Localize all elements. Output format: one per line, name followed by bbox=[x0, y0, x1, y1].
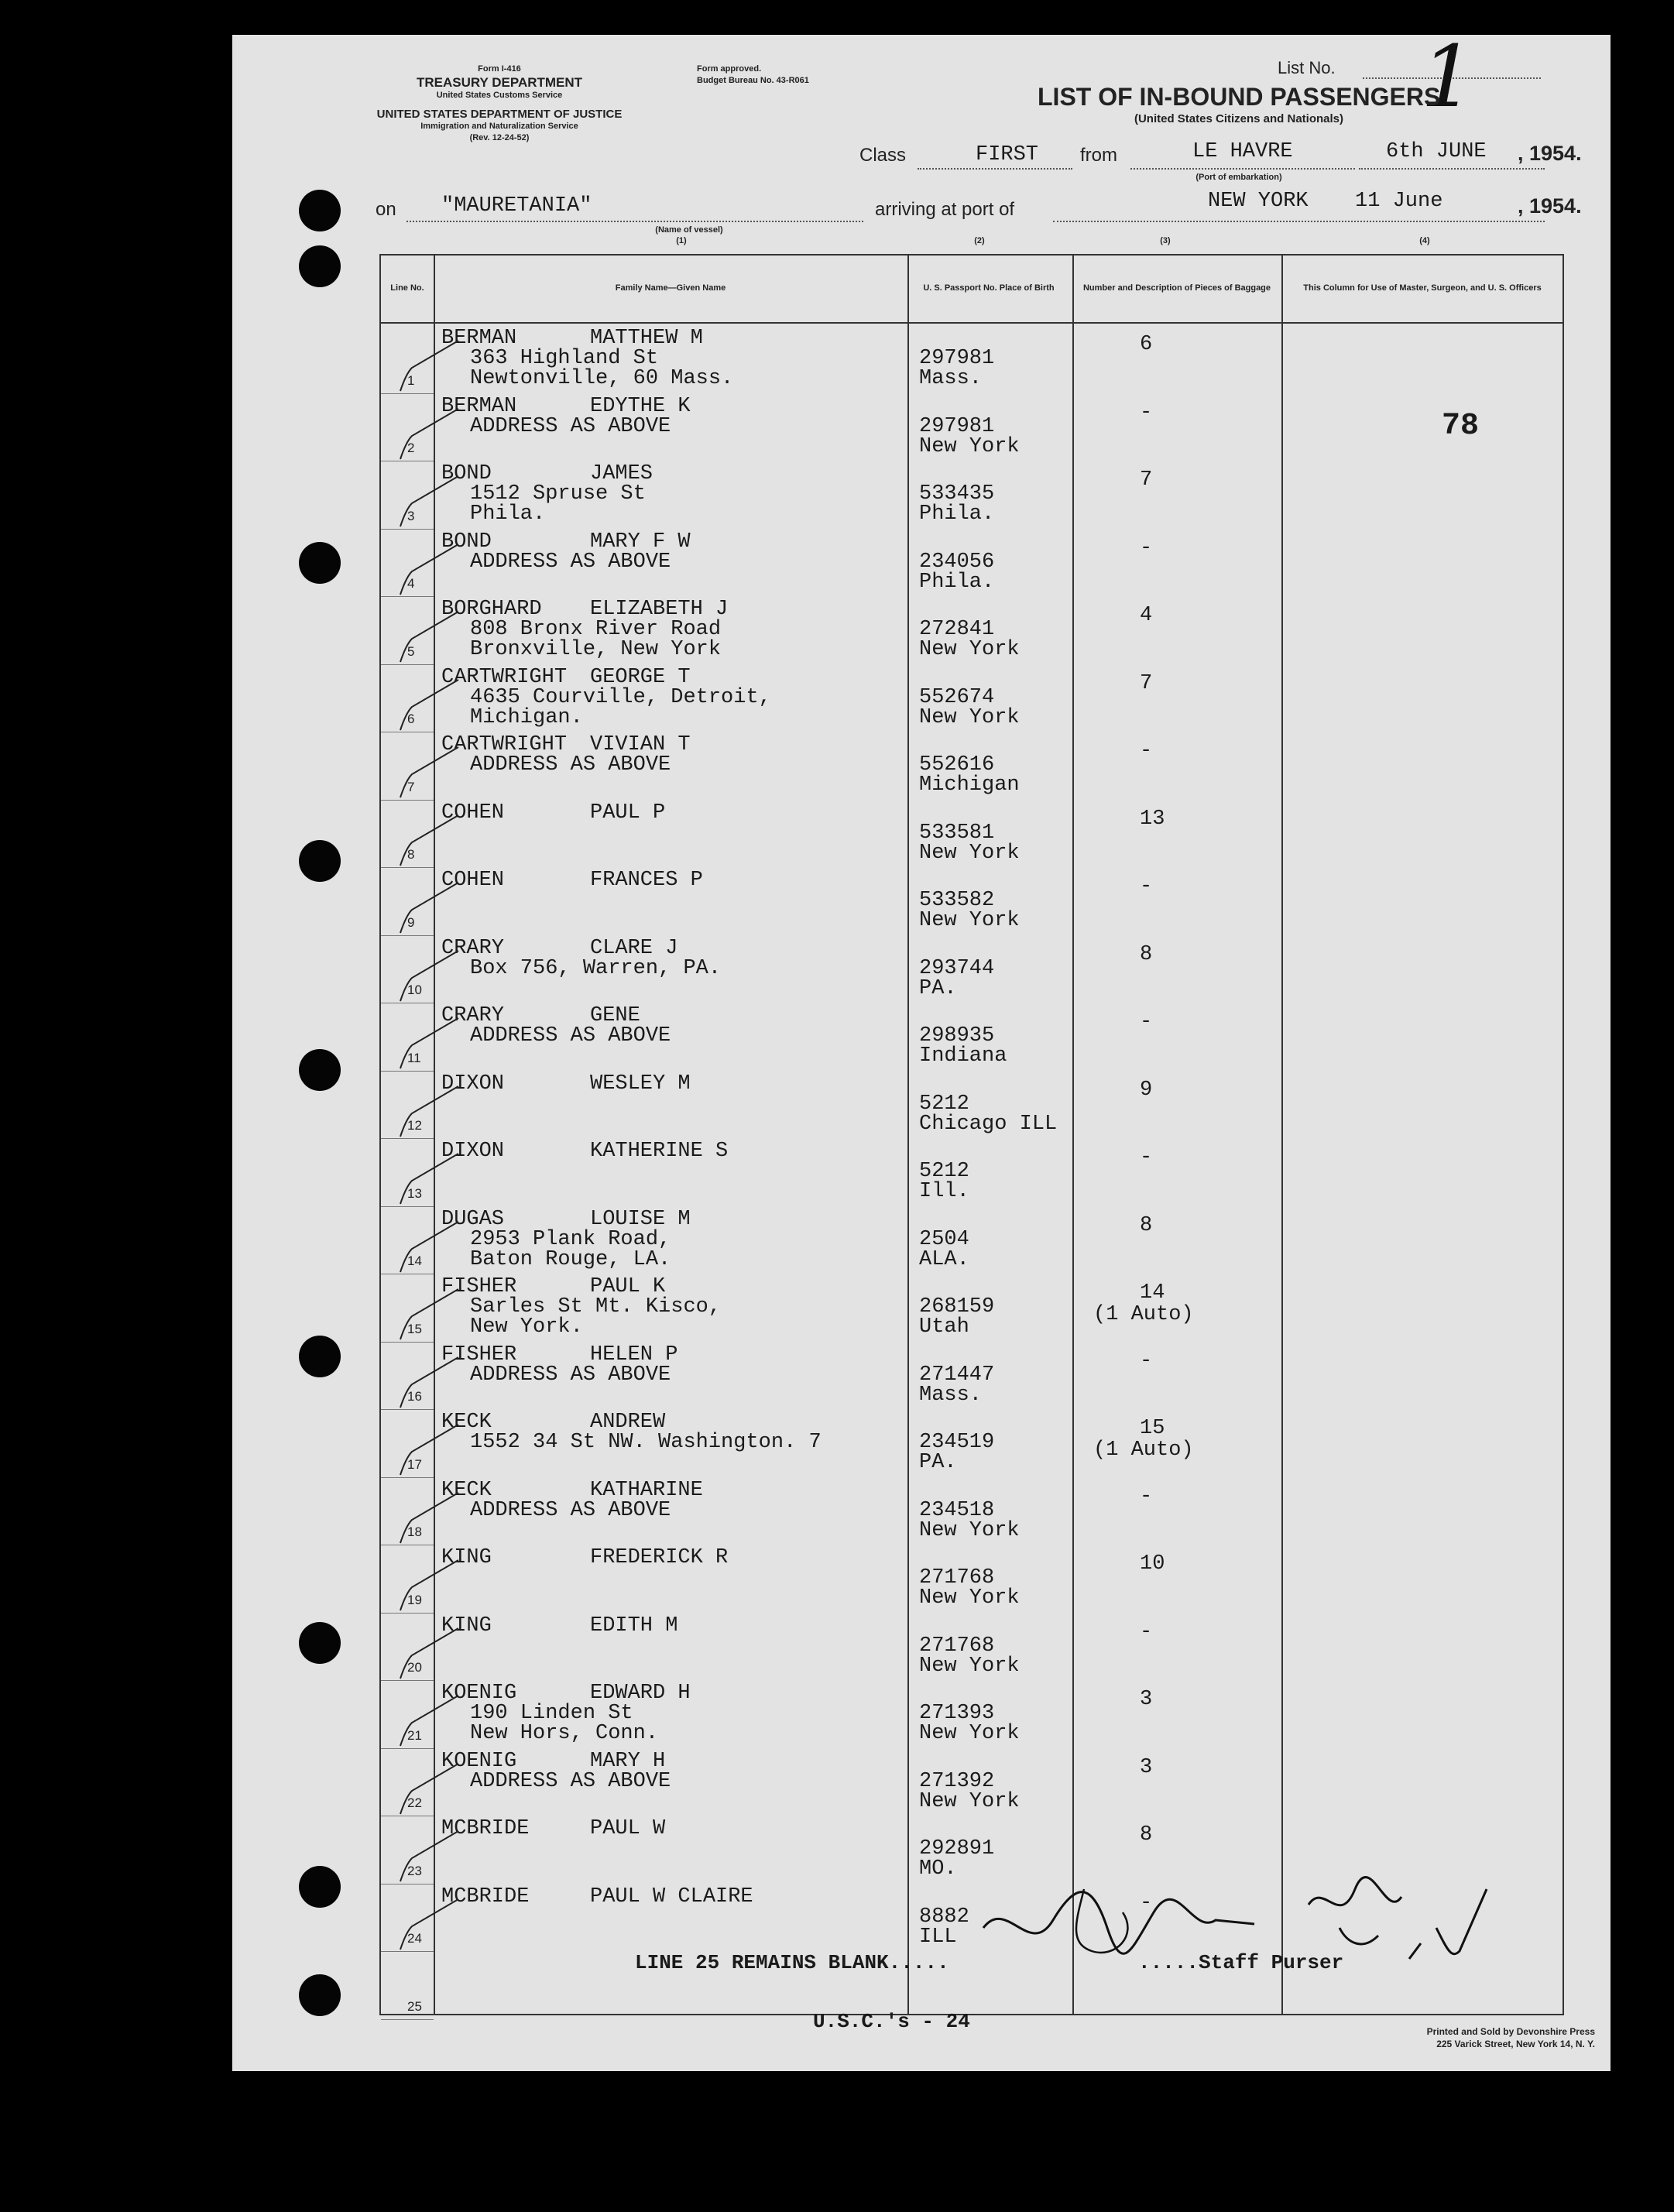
punch-hole bbox=[299, 1866, 341, 1908]
passport-number: 268159 bbox=[919, 1295, 995, 1319]
address-line-1: 2953 Plank Road, bbox=[470, 1227, 671, 1251]
baggage-count: - bbox=[1140, 536, 1153, 560]
justice-label: UNITED STATES DEPARTMENT OF JUSTICE bbox=[376, 108, 623, 121]
col-num-1: (1) bbox=[676, 236, 687, 245]
family-name: DIXON bbox=[441, 1072, 505, 1096]
address-line-1: ADDRESS AS ABOVE bbox=[470, 1498, 671, 1522]
given-name: ELIZABETH J bbox=[590, 598, 729, 621]
address-line-2: Bronxville, New York bbox=[470, 638, 722, 661]
budget-label: Budget Bureau No. 43-R061 bbox=[697, 76, 809, 85]
check-mark-icon bbox=[381, 1895, 466, 1957]
place-of-birth: New York bbox=[919, 1789, 1020, 1813]
line-number: 9 bbox=[407, 914, 415, 930]
baggage-count: 3 bbox=[1140, 1688, 1153, 1711]
punch-hole bbox=[299, 1974, 341, 2016]
given-name: KATHARINE bbox=[590, 1478, 703, 1502]
place-of-birth: Mass. bbox=[919, 1383, 983, 1407]
given-name: MATTHEW M bbox=[590, 327, 703, 350]
line-number: 4 bbox=[407, 576, 415, 591]
family-name: BOND bbox=[441, 462, 492, 485]
given-name: FRANCES P bbox=[590, 869, 703, 892]
vessel-line bbox=[406, 221, 863, 222]
baggage-count: 3 bbox=[1140, 1755, 1153, 1779]
baggage-count: 7 bbox=[1140, 468, 1153, 492]
place-of-birth: ALA. bbox=[919, 1247, 969, 1271]
address-line-1: 4635 Courville, Detroit, bbox=[470, 685, 771, 709]
given-name: GENE bbox=[590, 1004, 640, 1027]
address-line-1: ADDRESS AS ABOVE bbox=[470, 550, 671, 574]
row-divider bbox=[381, 2019, 434, 2020]
given-name: MARY H bbox=[590, 1749, 666, 1773]
passenger-table bbox=[379, 254, 1564, 2015]
check-mark-icon bbox=[381, 608, 466, 670]
line-number: 7 bbox=[407, 779, 415, 794]
col-header-line-no: Line No. bbox=[390, 283, 424, 293]
passport-number: 533435 bbox=[919, 482, 995, 506]
family-name: MCBRIDE bbox=[441, 1884, 530, 1908]
baggage-count: 13 bbox=[1140, 807, 1165, 831]
family-name: CARTWRIGHT bbox=[441, 733, 568, 756]
passport-number: 271393 bbox=[919, 1702, 995, 1725]
punch-hole bbox=[299, 840, 341, 882]
family-name: COHEN bbox=[441, 801, 505, 825]
given-name: CLARE J bbox=[590, 936, 678, 960]
given-name: PAUL W CLAIRE bbox=[590, 1884, 753, 1908]
line-number: 16 bbox=[407, 1389, 422, 1404]
baggage-count: - bbox=[1140, 1891, 1153, 1915]
punch-hole bbox=[299, 245, 341, 287]
family-name: KING bbox=[441, 1614, 492, 1638]
family-name: KECK bbox=[441, 1478, 492, 1502]
port-line bbox=[1053, 221, 1545, 222]
line-number: 3 bbox=[407, 508, 415, 523]
check-mark-icon bbox=[381, 1489, 466, 1551]
baggage-count: - bbox=[1140, 400, 1153, 424]
check-mark-icon bbox=[381, 676, 466, 738]
place-of-birth: Indiana bbox=[919, 1044, 1007, 1068]
line-number: 17 bbox=[407, 1456, 422, 1472]
class-value: FIRST bbox=[976, 143, 1039, 166]
place-of-birth: Phila. bbox=[919, 502, 995, 526]
line-number: 24 bbox=[407, 1931, 422, 1946]
check-mark-icon bbox=[381, 1150, 466, 1212]
check-mark-icon bbox=[381, 1285, 466, 1347]
place-of-birth: Chicago ILL bbox=[919, 1112, 1058, 1136]
baggage-count: 7 bbox=[1140, 671, 1153, 695]
address-line-1: 1552 34 St NW. Washington. 7 bbox=[470, 1431, 822, 1454]
baggage-count: - bbox=[1140, 1010, 1153, 1034]
from-value: LE HAVRE bbox=[1192, 140, 1293, 163]
given-name: EDYTHE K bbox=[590, 394, 691, 418]
place-of-birth: Mass. bbox=[919, 367, 983, 390]
baggage-count: - bbox=[1140, 739, 1153, 763]
check-mark-icon bbox=[381, 405, 466, 467]
punch-hole bbox=[299, 190, 341, 231]
check-mark-icon bbox=[381, 743, 466, 805]
place-of-birth: Phila. bbox=[919, 570, 995, 594]
passport-number: 533582 bbox=[919, 889, 995, 912]
address-line-1: ADDRESS AS ABOVE bbox=[470, 414, 671, 438]
line-number: 1 bbox=[407, 372, 415, 388]
passport-number: 234056 bbox=[919, 550, 995, 574]
passport-number: 293744 bbox=[919, 956, 995, 980]
passport-number: 552674 bbox=[919, 685, 995, 709]
place-of-birth: MO. bbox=[919, 1857, 957, 1881]
baggage-count: - bbox=[1140, 1620, 1153, 1644]
line-number: 23 bbox=[407, 1863, 422, 1878]
printer-line-2: 225 Varick Street, New York 14, N. Y. bbox=[1436, 2039, 1595, 2049]
line-number: 6 bbox=[407, 712, 415, 726]
class-label: Class bbox=[859, 145, 907, 166]
line-number: 11 bbox=[407, 1050, 421, 1065]
place-of-birth: Michigan bbox=[919, 773, 1020, 797]
given-name: JAMES bbox=[590, 462, 653, 485]
punch-hole bbox=[299, 1622, 341, 1664]
address-line-1: 1512 Spruse St bbox=[470, 482, 646, 506]
family-name: FISHER bbox=[441, 1343, 517, 1367]
line-number: 22 bbox=[407, 1795, 422, 1810]
date-line bbox=[1359, 168, 1545, 170]
check-mark-icon bbox=[381, 1353, 466, 1415]
passport-number: 297981 bbox=[919, 414, 995, 438]
passport-number: 292891 bbox=[919, 1837, 995, 1860]
family-name: KOENIG bbox=[441, 1682, 517, 1705]
address-line-1: 363 Highland St bbox=[470, 347, 659, 370]
check-mark-icon bbox=[381, 1014, 466, 1076]
col-divider bbox=[1072, 255, 1074, 2014]
given-name: PAUL K bbox=[590, 1275, 666, 1298]
arriving-label: arriving at port of bbox=[875, 199, 1015, 220]
address-line-2: Newtonville, 60 Mass. bbox=[470, 367, 734, 390]
family-name: BERMAN bbox=[441, 327, 517, 350]
address-line-2: Michigan. bbox=[470, 705, 583, 729]
address-line-1: ADDRESS AS ABOVE bbox=[470, 1024, 671, 1048]
baggage-count: 8 bbox=[1140, 1213, 1153, 1237]
staff-purser: .....Staff Purser bbox=[1138, 1951, 1344, 1974]
col-header-officers: This Column for Use of Master, Surgeon, and U. S. Officers bbox=[1303, 283, 1542, 293]
col-header-name: Family Name—Given Name bbox=[615, 283, 726, 293]
place-of-birth: New York bbox=[919, 1518, 1020, 1542]
passport-number: 298935 bbox=[919, 1024, 995, 1048]
line-number: 14 bbox=[407, 1253, 422, 1268]
col-divider bbox=[907, 255, 909, 2014]
form-number: Form I-416 bbox=[478, 64, 521, 74]
address-line-1: Box 756, Warren, PA. bbox=[470, 956, 722, 980]
from-label: from bbox=[1080, 145, 1117, 166]
uscs-code: U.S.C.'s - 24 bbox=[813, 2010, 970, 2033]
vessel-note: (Name of vessel) bbox=[655, 225, 723, 235]
given-name: EDWARD H bbox=[590, 1682, 691, 1705]
passport-number: 5212 bbox=[919, 1160, 969, 1183]
list-no-label: List No. bbox=[1278, 58, 1336, 77]
place-of-birth: New York bbox=[919, 841, 1020, 865]
given-name: PAUL P bbox=[590, 801, 666, 825]
baggage-count: 15 bbox=[1140, 1417, 1165, 1440]
line-number: 13 bbox=[407, 1185, 422, 1201]
place-of-birth: New York bbox=[919, 638, 1020, 661]
place-of-birth: ILL bbox=[919, 1925, 957, 1949]
line-number: 10 bbox=[407, 983, 422, 997]
check-mark-icon bbox=[381, 947, 466, 1009]
treasury-label: TREASURY DEPARTMENT bbox=[416, 75, 583, 90]
address-line-1: 808 Bronx River Road bbox=[470, 618, 722, 641]
col-header-baggage: Number and Description of Pieces of Baggage bbox=[1082, 283, 1271, 293]
baggage-count: 10 bbox=[1140, 1552, 1165, 1576]
ins-label: Immigration and Naturalization Service bbox=[420, 122, 578, 131]
line-number: 2 bbox=[407, 441, 415, 455]
customs-label: United States Customs Service bbox=[436, 91, 563, 100]
given-name: VIVIAN T bbox=[590, 733, 691, 756]
check-mark-icon bbox=[381, 472, 466, 534]
passport-number: 297981 bbox=[919, 347, 995, 370]
address-line-1: ADDRESS AS ABOVE bbox=[470, 1363, 671, 1387]
family-name: CRARY bbox=[441, 1004, 505, 1027]
check-mark-icon bbox=[381, 1556, 466, 1618]
address-line-1: ADDRESS AS ABOVE bbox=[470, 1769, 671, 1793]
family-name: DUGAS bbox=[441, 1207, 505, 1231]
given-name: FREDERICK R bbox=[590, 1546, 729, 1569]
passport-number: 533581 bbox=[919, 821, 995, 845]
place-of-birth: New York bbox=[919, 434, 1020, 458]
given-name: ANDREW bbox=[590, 1411, 666, 1434]
baggage-count: 9 bbox=[1140, 1078, 1153, 1102]
line-number: 21 bbox=[407, 1727, 422, 1743]
line-25-note: LINE 25 REMAINS BLANK..... bbox=[635, 1951, 949, 1974]
approved-label: Form approved. bbox=[697, 64, 762, 74]
line-number: 12 bbox=[407, 1118, 422, 1133]
check-mark-icon bbox=[381, 1624, 466, 1686]
family-name: CARTWRIGHT bbox=[441, 665, 568, 689]
family-name: MCBRIDE bbox=[441, 1817, 530, 1840]
given-name: GEORGE T bbox=[590, 665, 691, 689]
given-name: MARY F W bbox=[590, 530, 691, 554]
check-mark-icon bbox=[381, 337, 466, 399]
check-mark-icon bbox=[381, 540, 466, 602]
given-name: EDITH M bbox=[590, 1614, 678, 1638]
baggage-count: 4 bbox=[1140, 604, 1153, 627]
printer-line-1: Printed and Sold by Devonshire Press bbox=[1426, 2026, 1595, 2037]
departure-date: 6th JUNE bbox=[1386, 140, 1487, 163]
check-mark-icon bbox=[381, 811, 466, 873]
given-name: LOUISE M bbox=[590, 1207, 691, 1231]
passport-number: 271392 bbox=[919, 1769, 995, 1793]
address-line-1: ADDRESS AS ABOVE bbox=[470, 753, 671, 777]
year-1: , 1954. bbox=[1518, 142, 1582, 165]
col-header-passport: U. S. Passport No. Place of Birth bbox=[923, 283, 1055, 293]
family-name: KOENIG bbox=[441, 1749, 517, 1773]
passport-number: 5212 bbox=[919, 1092, 969, 1116]
passport-number: 234518 bbox=[919, 1498, 995, 1522]
baggage-auto: (1 Auto) bbox=[1093, 1303, 1194, 1326]
class-line bbox=[918, 168, 1072, 170]
check-mark-icon bbox=[381, 1218, 466, 1280]
check-mark-icon bbox=[381, 879, 466, 941]
passport-number: 271447 bbox=[919, 1363, 995, 1387]
line-number: 25 bbox=[407, 1998, 422, 2014]
check-mark-icon bbox=[381, 1421, 466, 1483]
check-mark-icon bbox=[381, 1760, 466, 1822]
place-of-birth: Ill. bbox=[919, 1180, 969, 1203]
baggage-count: - bbox=[1140, 1484, 1153, 1508]
check-mark-icon bbox=[381, 1692, 466, 1754]
baggage-count: - bbox=[1140, 875, 1153, 898]
place-of-birth: New York bbox=[919, 909, 1020, 932]
family-name: DIXON bbox=[441, 1140, 505, 1163]
col-divider bbox=[1281, 255, 1283, 2014]
place-of-birth: PA. bbox=[919, 976, 957, 1000]
embark-note: (Port of embarkation) bbox=[1195, 173, 1282, 182]
address-line-1: Sarles St Mt. Kisco, bbox=[470, 1295, 722, 1319]
col-num-2: (2) bbox=[974, 236, 985, 245]
line-number: 5 bbox=[407, 643, 415, 659]
family-name: KING bbox=[441, 1546, 492, 1569]
passport-number: 8882 bbox=[919, 1905, 969, 1929]
baggage-count: 8 bbox=[1140, 942, 1153, 966]
form-subtitle: (United States Citizens and Nationals) bbox=[1134, 112, 1344, 125]
baggage-count: 14 bbox=[1140, 1281, 1165, 1305]
list-no-value: 1 bbox=[1421, 27, 1475, 126]
passport-number: 271768 bbox=[919, 1566, 995, 1590]
arrival-date: 11 June bbox=[1355, 190, 1443, 213]
family-name: CRARY bbox=[441, 936, 505, 960]
place-of-birth: New York bbox=[919, 705, 1020, 729]
place-of-birth: New York bbox=[919, 1586, 1020, 1610]
form-title: LIST OF IN-BOUND PASSENGERS bbox=[1038, 83, 1441, 111]
address-line-2: Baton Rouge, LA. bbox=[470, 1247, 671, 1271]
passport-number: 234519 bbox=[919, 1431, 995, 1454]
baggage-auto: (1 Auto) bbox=[1093, 1439, 1194, 1462]
passport-number: 552616 bbox=[919, 753, 995, 777]
address-line-1: 190 Linden St bbox=[470, 1702, 633, 1725]
vessel-name: "MAURETANIA" bbox=[441, 194, 592, 218]
address-line-2: Phila. bbox=[470, 502, 546, 526]
address-line-2: New York. bbox=[470, 1315, 583, 1339]
family-name: FISHER bbox=[441, 1275, 517, 1298]
passport-number: 2504 bbox=[919, 1227, 969, 1251]
given-name: HELEN P bbox=[590, 1343, 678, 1367]
passport-number: 272841 bbox=[919, 618, 995, 641]
from-line bbox=[1130, 168, 1355, 170]
given-name: KATHERINE S bbox=[590, 1140, 729, 1163]
given-name: PAUL W bbox=[590, 1817, 666, 1840]
col-num-3: (3) bbox=[1160, 236, 1171, 245]
arrival-port: NEW YORK bbox=[1208, 190, 1309, 213]
place-of-birth: New York bbox=[919, 1654, 1020, 1678]
line-number: 15 bbox=[407, 1321, 422, 1336]
passport-number: 271768 bbox=[919, 1634, 995, 1658]
check-mark-icon bbox=[381, 1082, 466, 1144]
family-name: BOND bbox=[441, 530, 492, 554]
baggage-count: 8 bbox=[1140, 1823, 1153, 1847]
address-line-2: New Hors, Conn. bbox=[470, 1722, 659, 1745]
check-mark-icon bbox=[381, 1827, 466, 1889]
line-number: 20 bbox=[407, 1660, 422, 1675]
punch-hole bbox=[299, 542, 341, 584]
baggage-count: - bbox=[1140, 1349, 1153, 1373]
year-2: , 1954. bbox=[1518, 194, 1582, 218]
line-number: 18 bbox=[407, 1524, 422, 1539]
header-divider bbox=[381, 322, 1563, 324]
place-of-birth: Utah bbox=[919, 1315, 969, 1339]
place-of-birth: PA. bbox=[919, 1451, 957, 1474]
col-num-4: (4) bbox=[1419, 236, 1430, 245]
line-number: 19 bbox=[407, 1592, 422, 1607]
given-name: WESLEY M bbox=[590, 1072, 691, 1096]
rev-label: (Rev. 12-24-52) bbox=[469, 133, 530, 142]
baggage-count: 6 bbox=[1140, 333, 1153, 356]
on-label: on bbox=[376, 199, 396, 220]
baggage-count: - bbox=[1140, 1146, 1153, 1169]
punch-hole bbox=[299, 1049, 341, 1091]
family-name: BORGHARD bbox=[441, 598, 542, 621]
officer-note: 78 bbox=[1442, 408, 1480, 444]
family-name: KECK bbox=[441, 1411, 492, 1434]
punch-hole bbox=[299, 1336, 341, 1377]
place-of-birth: New York bbox=[919, 1722, 1020, 1745]
line-number: 8 bbox=[407, 847, 415, 862]
family-name: COHEN bbox=[441, 869, 505, 892]
family-name: BERMAN bbox=[441, 394, 517, 418]
